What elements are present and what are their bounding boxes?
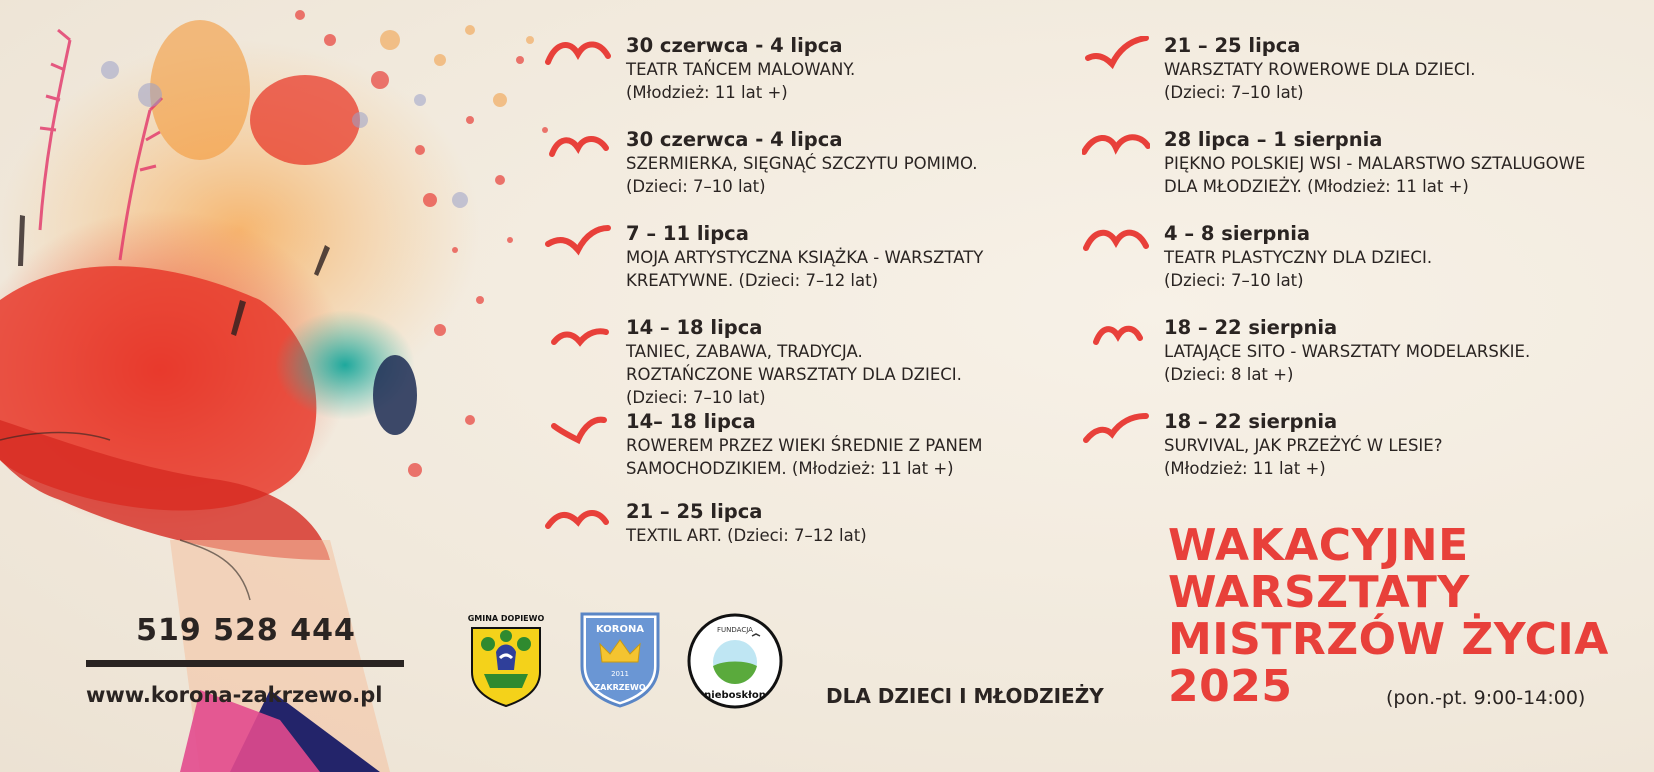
event-date: 7 – 11 lipca xyxy=(626,222,749,245)
event-description: TEXTIL ART. (Dzieci: 7–12 lat) xyxy=(626,526,867,545)
red-bird-icon xyxy=(544,318,612,352)
event-item xyxy=(544,316,1064,410)
event-description: TEATR PLASTYCZNY DLA DZIECI. (Dzieci: 7–10 lat) xyxy=(1164,248,1433,290)
red-bird-icon xyxy=(1082,412,1150,446)
target-audience: DLA DZIECI I MŁODZIEŻY xyxy=(826,684,1104,708)
event-item xyxy=(1082,34,1652,128)
event-description: SURVIVAL, JAK PRZEŻYĆ W LESIE? (Młodzież: 11 lat +) xyxy=(1164,436,1443,478)
korona-logo-year: 2011 xyxy=(611,670,629,678)
event-date: 4 – 8 sierpnia xyxy=(1164,222,1311,245)
red-bird-icon xyxy=(1082,130,1150,164)
fundacja-logo-label: FUNDACJA xyxy=(717,626,753,634)
korona-logo-label: KORONA xyxy=(595,624,645,635)
red-bird-icon xyxy=(1082,36,1150,70)
event-item xyxy=(544,410,1064,500)
events-column-right xyxy=(1082,34,1652,504)
event-item xyxy=(1082,128,1652,222)
red-bird-icon xyxy=(544,502,612,536)
event-item xyxy=(544,128,1064,222)
event-item xyxy=(544,500,1064,594)
divider xyxy=(86,660,404,667)
fundacja-logo-name: nieboskłon xyxy=(704,690,766,701)
event-date: 21 – 25 lipca xyxy=(626,500,763,523)
phone-number: 519 528 444 xyxy=(136,613,356,648)
events-column-left xyxy=(544,34,1064,594)
event-date: 30 czerwca - 4 lipca xyxy=(626,34,843,57)
event-description: WARSZTATY ROWEROWE DLA DZIECI. (Dzieci: 7–10 lat) xyxy=(1164,60,1476,102)
title-line: MISTRZÓW ŻYCIA xyxy=(1168,614,1609,665)
event-date: 18 – 22 sierpnia xyxy=(1164,410,1338,433)
gmina-logo-label: GMINA DOPIEWO xyxy=(467,614,545,623)
event-item xyxy=(1082,410,1652,504)
event-date: 14– 18 lipca xyxy=(626,410,756,433)
event-description: SZERMIERKA, SIĘGNĄĆ SZCZYTU POMIMO. (Dzieci: 7–10 lat) xyxy=(626,154,978,196)
event-description: ROWEREM PRZEZ WIEKI ŚREDNIE Z PANEM SAMOCHODZIKIEM. (Młodzież: 11 lat +) xyxy=(626,436,983,478)
korona-zakrzewo-logo xyxy=(578,610,662,708)
red-bird-icon xyxy=(1082,318,1150,352)
event-date: 28 lipca – 1 sierpnia xyxy=(1164,128,1383,151)
event-description: TEATR TAŃCEM MALOWANY. (Młodzież: 11 lat +) xyxy=(626,60,856,102)
event-description: MOJA ARTYSTYCZNA KSIĄŻKA - WARSZTATY KREATYWNE. (Dzieci: 7–12 lat) xyxy=(626,248,984,290)
opening-hours: (pon.-pt. 9:00-14:00) xyxy=(1386,687,1586,709)
red-bird-icon xyxy=(544,36,612,70)
event-description: PIĘKNO POLSKIEJ WSI - MALARSTWO SZTALUGOWE DLA MŁODZIEŻY. (Młodzież: 11 lat +) xyxy=(1164,154,1586,196)
poster-title xyxy=(1168,522,1628,710)
event-date: 30 czerwca - 4 lipca xyxy=(626,128,843,151)
event-date: 18 – 22 sierpnia xyxy=(1164,316,1338,339)
event-item xyxy=(1082,222,1652,316)
fundacja-nieboskion-logo xyxy=(686,612,784,710)
event-item xyxy=(544,222,1064,316)
event-description: LATAJĄCE SITO - WARSZTATY MODELARSKIE. (Dzieci: 8 lat +) xyxy=(1164,342,1531,384)
red-bird-icon xyxy=(1082,224,1150,258)
title-line: WARSZTATY xyxy=(1168,567,1470,618)
event-item xyxy=(544,34,1064,128)
gmina-dopiewo-logo xyxy=(466,612,546,708)
event-date: 14 – 18 lipca xyxy=(626,316,763,339)
event-date: 21 – 25 lipca xyxy=(1164,34,1301,57)
red-bird-icon xyxy=(544,224,612,258)
event-item xyxy=(1082,316,1652,410)
website-link[interactable]: www.korona-zakrzewo.pl xyxy=(86,683,383,707)
red-bird-icon xyxy=(544,130,612,164)
event-description: TANIEC, ZABAWA, TRADYCJA. ROZTAŃCZONE WARSZTATY DLA DZIECI. (Dzieci: 7–10 lat) xyxy=(626,342,962,407)
title-line: WAKACYJNE xyxy=(1168,520,1469,571)
title-year: 2025 xyxy=(1168,661,1293,712)
red-bird-icon xyxy=(544,412,612,446)
korona-logo-town: ZAKRZEWO xyxy=(594,683,646,692)
